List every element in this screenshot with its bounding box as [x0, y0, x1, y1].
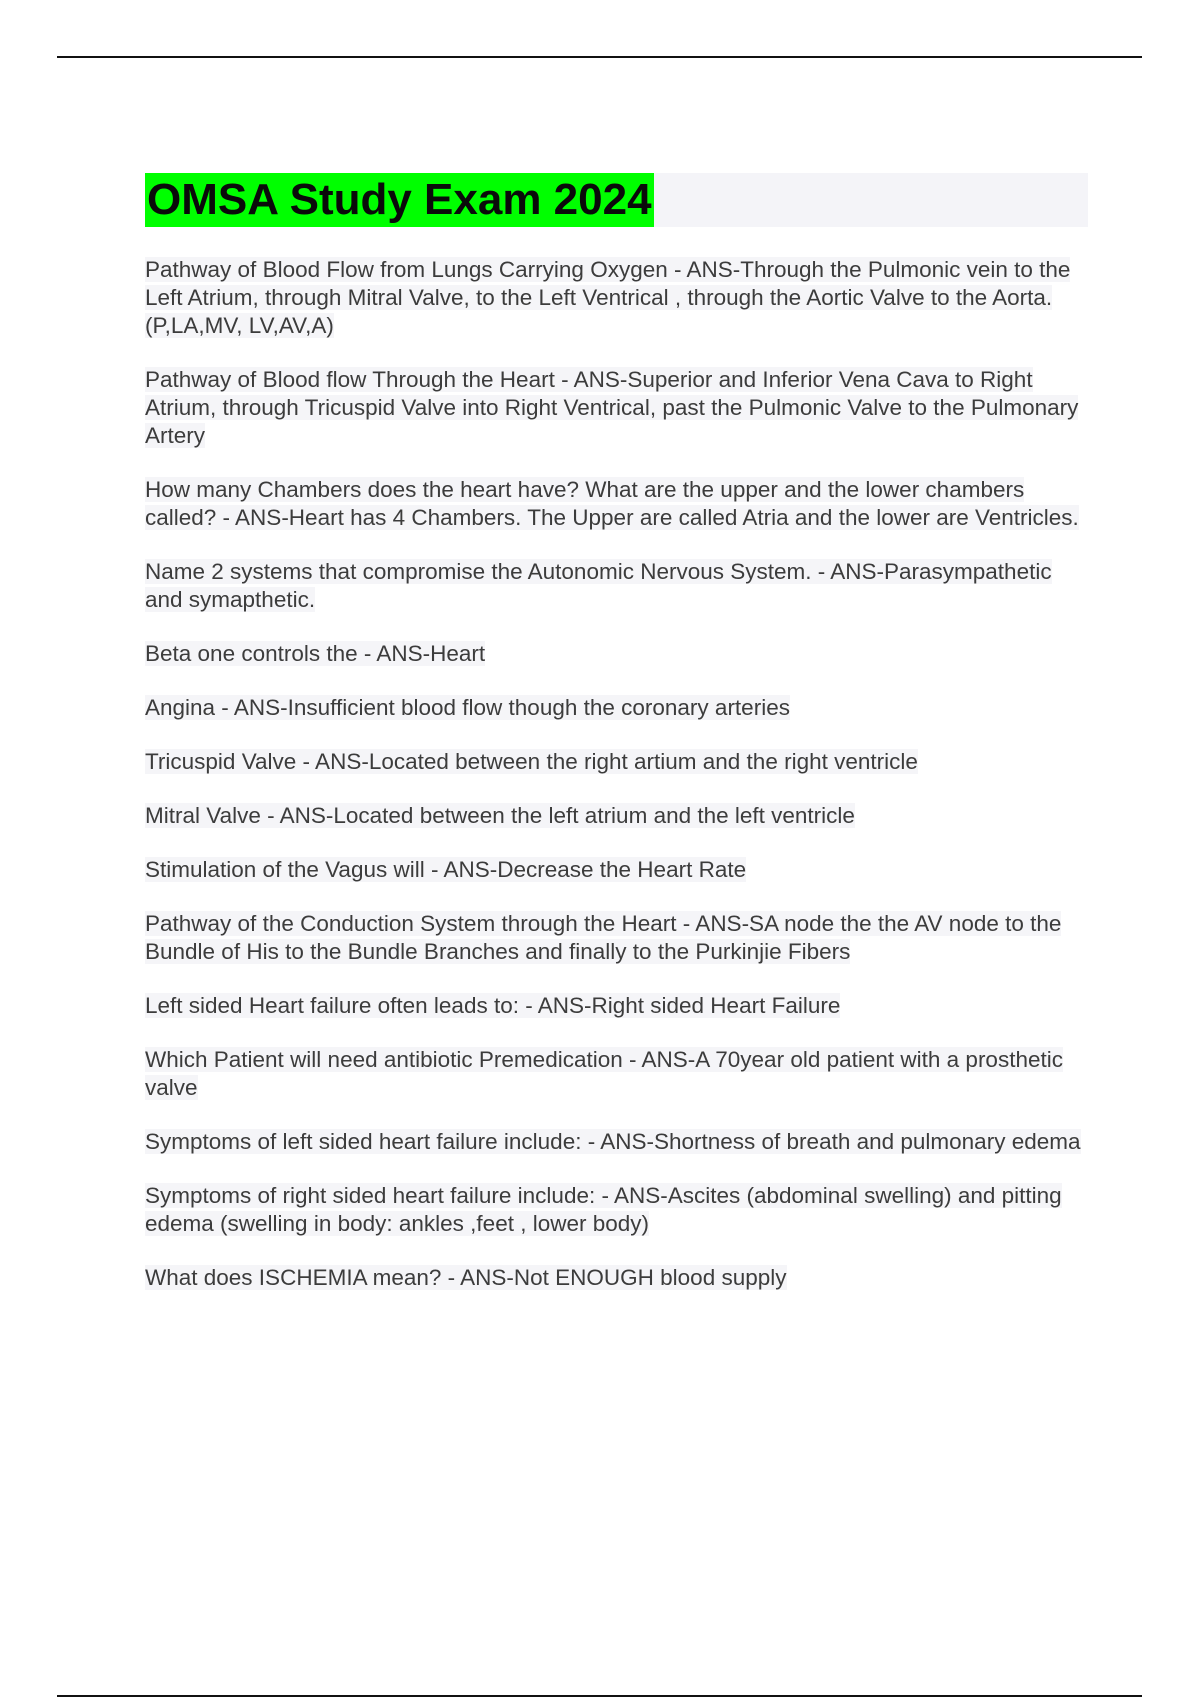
- qa-item: [145, 1046, 1090, 1102]
- qa-text: Left sided Heart failure often leads to: - ANS-Right sided Heart Failure: [145, 993, 841, 1018]
- qa-text: Name 2 systems that compromise the Autonomic Nervous System. - ANS-Parasympathetic and symapthetic.: [145, 559, 1052, 612]
- qa-item: [145, 1182, 1090, 1238]
- qa-text: Symptoms of left sided heart failure include: - ANS-Shortness of breath and pulmonary edema: [145, 1129, 1081, 1154]
- qa-item: [145, 1128, 1090, 1156]
- header-rule: [57, 56, 1142, 58]
- qa-item: [145, 476, 1090, 532]
- document-title: OMSA Study Exam 2024: [145, 173, 654, 227]
- qa-text: Symptoms of right sided heart failure include: - ANS-Ascites (abdominal swelling) and pitting edema (swelling in body: ankles ,feet , lower body): [145, 1183, 1062, 1236]
- qa-text: Pathway of Blood Flow from Lungs Carrying Oxygen - ANS-Through the Pulmonic vein to the Left Atrium, through Mitral Valve, to the Left Ventrical , through the Aortic Valve to the Aorta. (P,LA,MV, LV,AV,A): [145, 257, 1071, 338]
- qa-item: [145, 694, 1090, 722]
- qa-item: [145, 366, 1090, 450]
- qa-text: Beta one controls the - ANS-Heart: [145, 641, 486, 666]
- qa-text: Which Patient will need antibiotic Premedication - ANS-A 70year old patient with a prosthetic valve: [145, 1047, 1063, 1100]
- qa-list: [145, 256, 1090, 1318]
- qa-item: [145, 856, 1090, 884]
- qa-text: Angina - ANS-Insufficient blood flow though the coronary arteries: [145, 695, 790, 720]
- qa-item: [145, 640, 1090, 668]
- qa-text: Pathway of the Conduction System through the Heart - ANS-SA node the the AV node to the Bundle of His to the Bundle Branches and finally to the Purkinjie Fibers: [145, 911, 1062, 964]
- qa-text: How many Chambers does the heart have? What are the upper and the lower chambers called? - ANS-Heart has 4 Chambers. The Upper are called Atria and the lower are Ventricles.: [145, 477, 1079, 530]
- qa-text: Mitral Valve - ANS-Located between the left atrium and the left ventricle: [145, 803, 855, 828]
- qa-item: [145, 802, 1090, 830]
- qa-text: What does ISCHEMIA mean? - ANS-Not ENOUGH blood supply: [145, 1265, 787, 1290]
- qa-text: Pathway of Blood flow Through the Heart - ANS-Superior and Inferior Vena Cava to Right Atrium, through Tricuspid Valve into Right Ventrical, past the Pulmonic Valve to the Pulmonary Artery: [145, 367, 1079, 448]
- qa-item: [145, 256, 1090, 340]
- qa-item: [145, 558, 1090, 614]
- footer-rule: [57, 1695, 1142, 1697]
- qa-item: [145, 748, 1090, 776]
- qa-item: [145, 910, 1090, 966]
- qa-text: Tricuspid Valve - ANS-Located between the right artium and the right ventricle: [145, 749, 918, 774]
- qa-item: [145, 1264, 1090, 1292]
- qa-item: [145, 992, 1090, 1020]
- qa-text: Stimulation of the Vagus will - ANS-Decrease the Heart Rate: [145, 857, 747, 882]
